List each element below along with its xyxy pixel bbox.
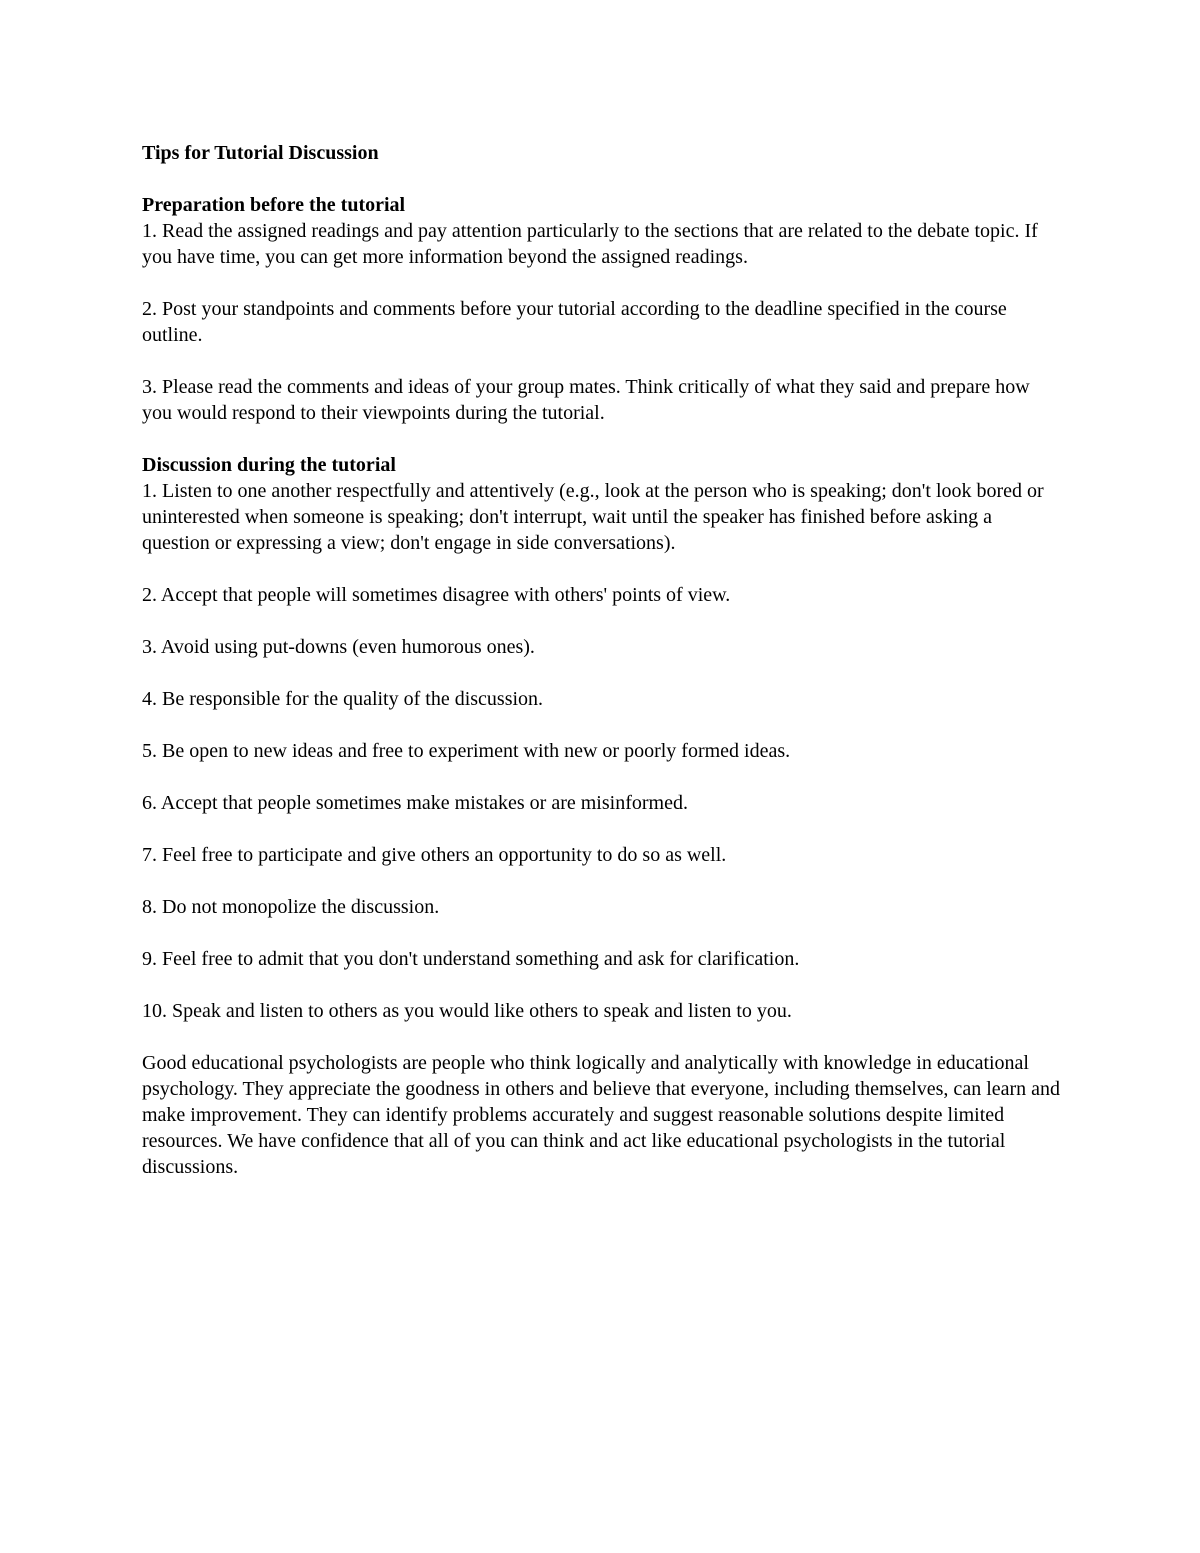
section-heading-preparation: Preparation before the tutorial: [142, 194, 406, 216]
discussion-item-6: 6. Accept that people sometimes make mistakes or are misinformed.: [142, 792, 688, 814]
discussion-item-4: 4. Be responsible for the quality of the discussion.: [142, 688, 544, 710]
preparation-item-3: 3. Please read the comments and ideas of your group mates. Think critically of what they said and prepare how you would respond to their viewpoints during the tutorial.: [142, 376, 1030, 424]
discussion-item-5: 5. Be open to new ideas and free to experiment with new or poorly formed ideas.: [142, 740, 791, 762]
discussion-item-7: 7. Feel free to participate and give others an opportunity to do so as well.: [142, 844, 727, 866]
document-page: [142, 140, 1062, 1180]
preparation-item-1: 1. Read the assigned readings and pay attention particularly to the sections that are related to the debate topic. If you have time, you can get more information beyond the assigned readings.: [142, 220, 1038, 268]
discussion-item-8: 8. Do not monopolize the discussion.: [142, 896, 440, 918]
closing-paragraph: Good educational psychologists are people who think logically and analytically with knowledge in educational psychology. They appreciate the goodness in others and believe that everyone, including themselves, can learn and make improvement. They can identify problems accurately and suggest reasonable solutions despite limited resources. We have confidence that all of you can think and act like educational psychologists in the tutorial discussions.: [142, 1052, 1061, 1178]
section-heading-discussion: Discussion during the tutorial: [142, 454, 396, 476]
discussion-item-3: 3. Avoid using put-downs (even humorous ones).: [142, 636, 535, 658]
discussion-item-10: 10. Speak and listen to others as you would like others to speak and listen to you.: [142, 1000, 792, 1022]
discussion-item-2: 2. Accept that people will sometimes disagree with others' points of view.: [142, 584, 731, 606]
section-discussion: [142, 452, 1062, 1024]
discussion-item-9: 9. Feel free to admit that you don't understand something and ask for clarification.: [142, 948, 800, 970]
section-preparation: [142, 192, 1062, 426]
preparation-item-2: 2. Post your standpoints and comments before your tutorial according to the deadline specified in the course outline.: [142, 298, 1007, 346]
document-title: Tips for Tutorial Discussion: [142, 142, 379, 164]
discussion-item-1: 1. Listen to one another respectfully and attentively (e.g., look at the person who is speaking; don't look bored or uninterested when someone is speaking; don't interrupt, wait until the speaker has finished before asking a question or expressing a view; don't engage in side conversations).: [142, 480, 1044, 554]
